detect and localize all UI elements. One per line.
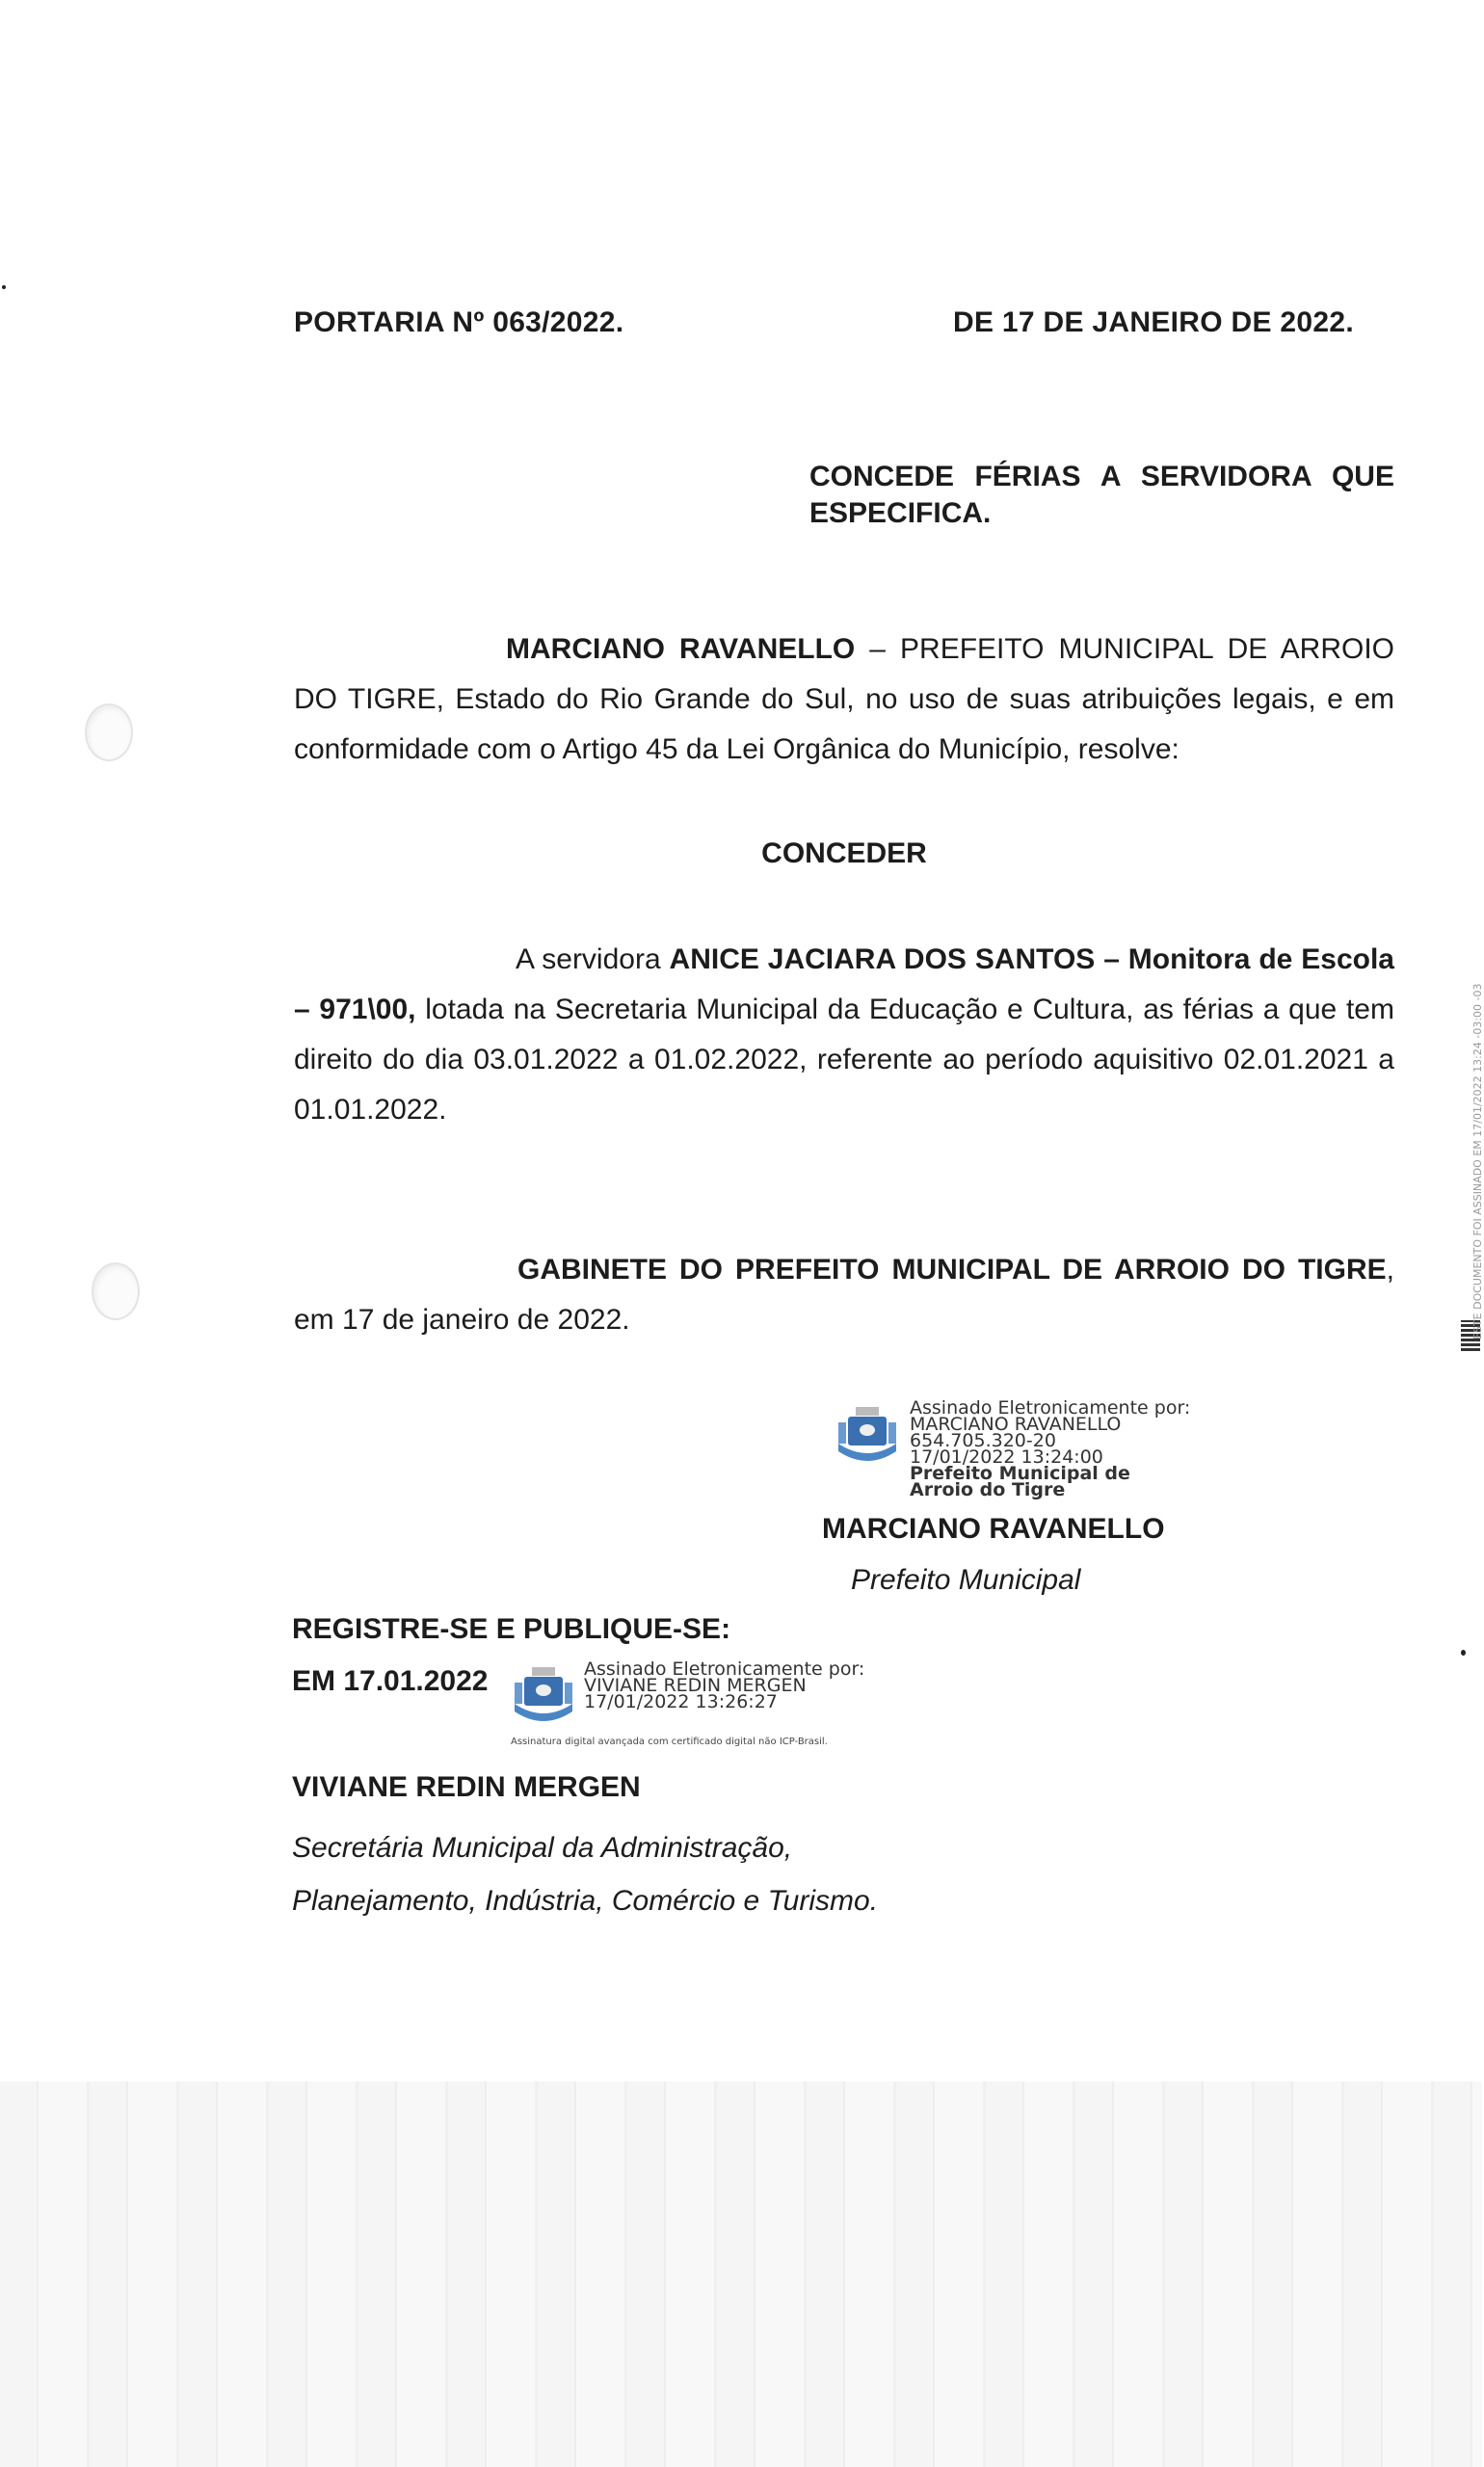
secretary-role-line2: Planejamento, Indústria, Comércio e Turismo. — [292, 1885, 879, 1917]
sig-role: Prefeito Municipal de — [910, 1463, 1130, 1484]
cabinet-name: GABINETE DO PREFEITO MUNICIPAL DE ARROIO DO TIGRE — [517, 1254, 1387, 1286]
sig-name: MARCIANO RAVANELLO — [910, 1414, 1122, 1435]
preamble-text: – PREFEITO MUNICIPAL DE ARROIO DO TIGRE, Estado do Rio Grande do Sul, no uso de suas atribuições legais, e em conformidade com o Artigo 45 da Lei Orgânica do Município, resolve: — [294, 633, 1394, 765]
mayor-name: MARCIANO RAVANELLO — [506, 633, 856, 665]
sig-cpf: 654.705.320-20 — [910, 1430, 1056, 1451]
cabinet-date: , em 17 de janeiro de 2022. — [294, 1254, 1394, 1336]
sig-city: Arroio do Tigre — [910, 1479, 1066, 1500]
registre-label: REGISTRE-SE E PUBLIQUE-SE: — [292, 1613, 731, 1645]
scan-speck — [2, 285, 6, 289]
sig-datetime: 17/01/2022 13:26:27 — [584, 1691, 778, 1712]
portaria-date: DE 17 DE JANEIRO DE 2022. — [953, 306, 1355, 338]
mayor-signature-role: Prefeito Municipal — [851, 1564, 1081, 1596]
scan-speck — [1461, 1650, 1466, 1656]
electronic-signature-mayor — [910, 1397, 1191, 1500]
municipal-crest-icon — [835, 1405, 900, 1469]
municipal-crest-icon — [511, 1665, 576, 1729]
secretary-role-line1: Secretária Municipal da Administração, — [292, 1832, 793, 1864]
registre-date: EM 17.01.2022 — [292, 1665, 489, 1697]
grant-prefix: A servidora — [516, 943, 670, 975]
mayor-signature-name: MARCIANO RAVANELLO — [822, 1513, 1165, 1545]
punch-hole-top — [85, 703, 133, 761]
employee-name: ANICE JACIARA DOS SANTOS – Monitora de Escola – 971\00, — [294, 943, 1394, 1025]
sig-label: Assinado Eletronicamente por: — [910, 1397, 1191, 1419]
portaria-number: PORTARIA Nº 063/2022. — [294, 306, 624, 338]
sig-label: Assinado Eletronicamente por: — [584, 1658, 865, 1680]
electronic-signature-secretary — [584, 1658, 865, 1712]
signature-note: Assinatura digital avançada com certificado digital não ICP-Brasil. — [511, 1737, 828, 1747]
ementa: CONCEDE FÉRIAS A SERVIDORA QUE ESPECIFICA. — [809, 461, 1394, 529]
sig-datetime: 17/01/2022 13:24:00 — [910, 1446, 1103, 1468]
secretary-signature-role — [292, 1821, 967, 1927]
sig-name: VIVIANE REDIN MERGEN — [584, 1675, 807, 1696]
grant-text: lotada na Secretaria Municipal da Educação e Cultura, as férias a que tem direito do dia 03.01.2022 a 01.02.2022, referente ao período aquisitivo 02.01.2021 a 01.01.2022. — [294, 994, 1394, 1126]
side-verification-stamp: ESTE DOCUMENTO FOI ASSINADO EM 17/01/2022 13:24 -03:00 -03 — [1471, 983, 1484, 1340]
punch-hole-bottom — [92, 1262, 140, 1320]
conceder-heading: CONCEDER — [761, 837, 927, 869]
preamble-paragraph — [294, 624, 1394, 775]
grant-paragraph — [294, 935, 1394, 1135]
secretary-signature-name: VIVIANE REDIN MERGEN — [292, 1771, 641, 1803]
cabinet-paragraph — [294, 1245, 1394, 1345]
scanner-artifact-band — [0, 2082, 1482, 2467]
